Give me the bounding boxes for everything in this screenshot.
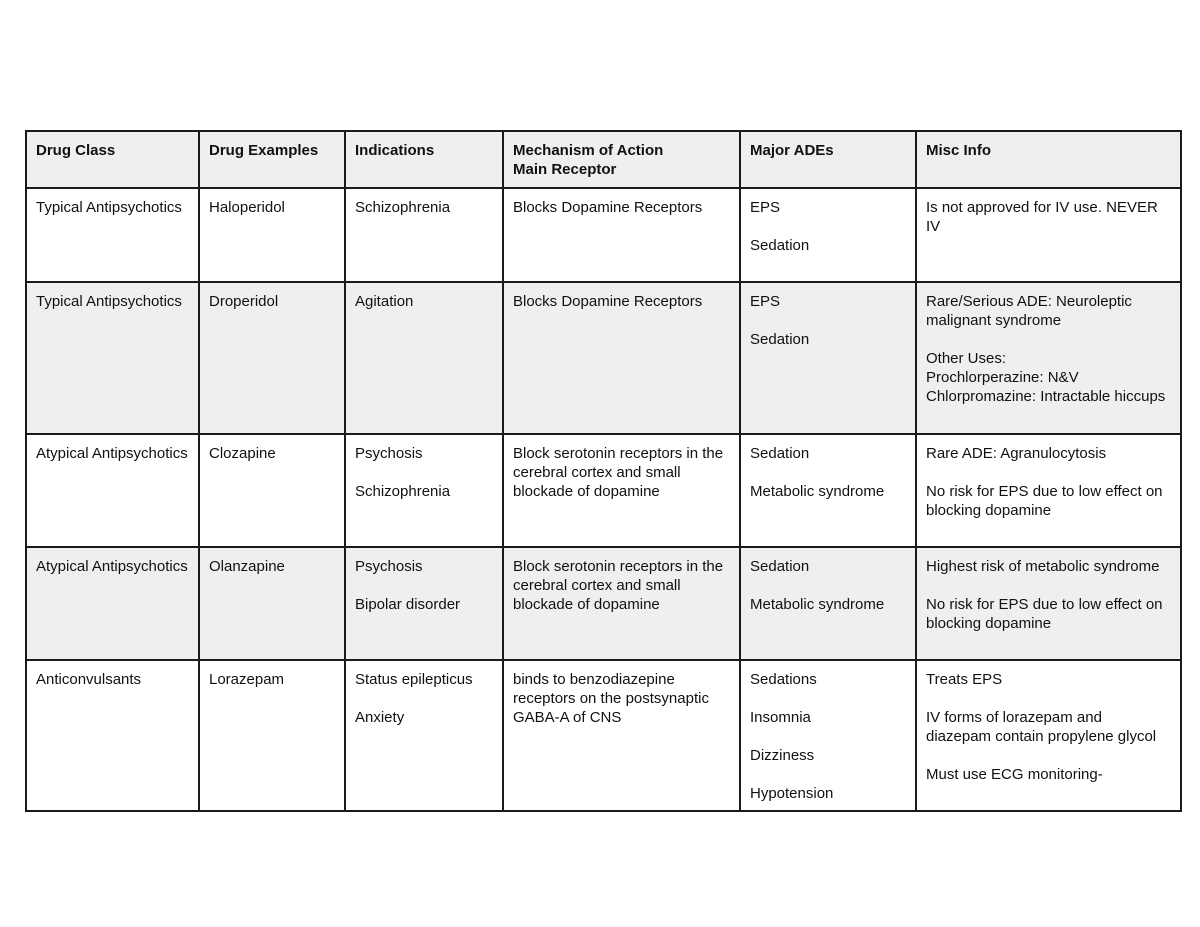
ade-item: Sedations <box>750 671 817 688</box>
misc-item: Highest risk of metabolic syndrome <box>926 558 1160 575</box>
cell-indications <box>345 547 503 660</box>
cell-major-ades <box>740 188 916 282</box>
cell-major-ades <box>740 660 916 811</box>
ade-item: Hypotension <box>750 785 834 802</box>
cell-indications <box>345 188 503 282</box>
cell-mechanism: Blocks Dopamine Receptors <box>503 282 740 434</box>
table-row <box>26 434 1181 547</box>
cell-misc-info <box>916 660 1181 811</box>
cell-misc-info <box>916 547 1181 660</box>
indication-item: Schizophrenia <box>355 199 451 216</box>
header-drug-examples: Drug Examples <box>199 131 345 188</box>
table-body <box>26 188 1181 811</box>
ade-item: Metabolic syndrome <box>750 483 885 500</box>
misc-item: Rare/Serious ADE: Neuroleptic malignant syndrome <box>926 293 1132 329</box>
cell-indications <box>345 282 503 434</box>
ade-item: Sedation <box>750 558 810 575</box>
cell-mechanism: Blocks Dopamine Receptors <box>503 188 740 282</box>
misc-item: Rare ADE: Agranulocytosis <box>926 445 1107 462</box>
cell-mechanism: binds to benzodiazepine receptors on the postsynaptic GABA-A of CNS <box>503 660 740 811</box>
ade-item: Dizziness <box>750 747 815 764</box>
ade-item: Metabolic syndrome <box>750 596 885 613</box>
cell-drug-class: Anticonvulsants <box>26 660 199 811</box>
table-row <box>26 188 1181 282</box>
misc-item: Is not approved for IV use. NEVER IV <box>926 199 1158 235</box>
header-major-ades: Major ADEs <box>740 131 916 188</box>
header-mechanism <box>503 131 740 188</box>
cell-major-ades <box>740 547 916 660</box>
cell-misc-info <box>916 282 1181 434</box>
header-indications: Indications <box>345 131 503 188</box>
ade-item: EPS <box>750 199 781 216</box>
indication-item: Anxiety <box>355 709 405 726</box>
cell-drug-example: Lorazepam <box>199 660 345 811</box>
cell-drug-class: Typical Antipsychotics <box>26 282 199 434</box>
header-drug-class: Drug Class <box>26 131 199 188</box>
header-row <box>26 131 1181 188</box>
header-misc-info: Misc Info <box>916 131 1181 188</box>
header-mechanism-line1: Mechanism of Action <box>513 142 664 159</box>
table-row <box>26 660 1181 811</box>
ade-item: Insomnia <box>750 709 811 726</box>
cell-drug-class: Typical Antipsychotics <box>26 188 199 282</box>
indication-item: Agitation <box>355 293 414 310</box>
ade-item: Sedation <box>750 445 810 462</box>
misc-item: No risk for EPS due to low effect on blocking dopamine <box>926 483 1163 519</box>
table-row <box>26 547 1181 660</box>
cell-major-ades <box>740 282 916 434</box>
misc-item: Other Uses: Prochlorperazine: N&V Chlorpromazine: Intractable hiccups <box>926 350 1166 405</box>
cell-drug-class: Atypical Antipsychotics <box>26 434 199 547</box>
cell-indications <box>345 660 503 811</box>
cell-mechanism: Block serotonin receptors in the cerebral cortex and small blockade of dopamine <box>503 547 740 660</box>
indication-item: Schizophrenia <box>355 483 451 500</box>
ade-item: Sedation <box>750 237 810 254</box>
indication-item: Bipolar disorder <box>355 596 461 613</box>
misc-item: Must use ECG monitoring- <box>926 766 1103 783</box>
indication-item: Psychosis <box>355 558 423 575</box>
table-row <box>26 282 1181 434</box>
misc-item: IV forms of lorazepam and diazepam contain propylene glycol <box>926 709 1157 745</box>
drug-table <box>25 130 1182 812</box>
ade-item: EPS <box>750 293 781 310</box>
cell-mechanism: Block serotonin receptors in the cerebral cortex and small blockade of dopamine <box>503 434 740 547</box>
cell-drug-class: Atypical Antipsychotics <box>26 547 199 660</box>
indication-item: Psychosis <box>355 445 423 462</box>
ade-item: Sedation <box>750 331 810 348</box>
cell-drug-example: Droperidol <box>199 282 345 434</box>
cell-drug-example: Clozapine <box>199 434 345 547</box>
cell-misc-info <box>916 188 1181 282</box>
cell-misc-info <box>916 434 1181 547</box>
indication-item: Status epilepticus <box>355 671 473 688</box>
misc-item: Treats EPS <box>926 671 1003 688</box>
cell-drug-example: Olanzapine <box>199 547 345 660</box>
cell-major-ades <box>740 434 916 547</box>
misc-item: No risk for EPS due to low effect on blocking dopamine <box>926 596 1163 632</box>
header-mechanism-line2: Main Receptor <box>513 161 617 178</box>
cell-drug-example: Haloperidol <box>199 188 345 282</box>
cell-indications <box>345 434 503 547</box>
